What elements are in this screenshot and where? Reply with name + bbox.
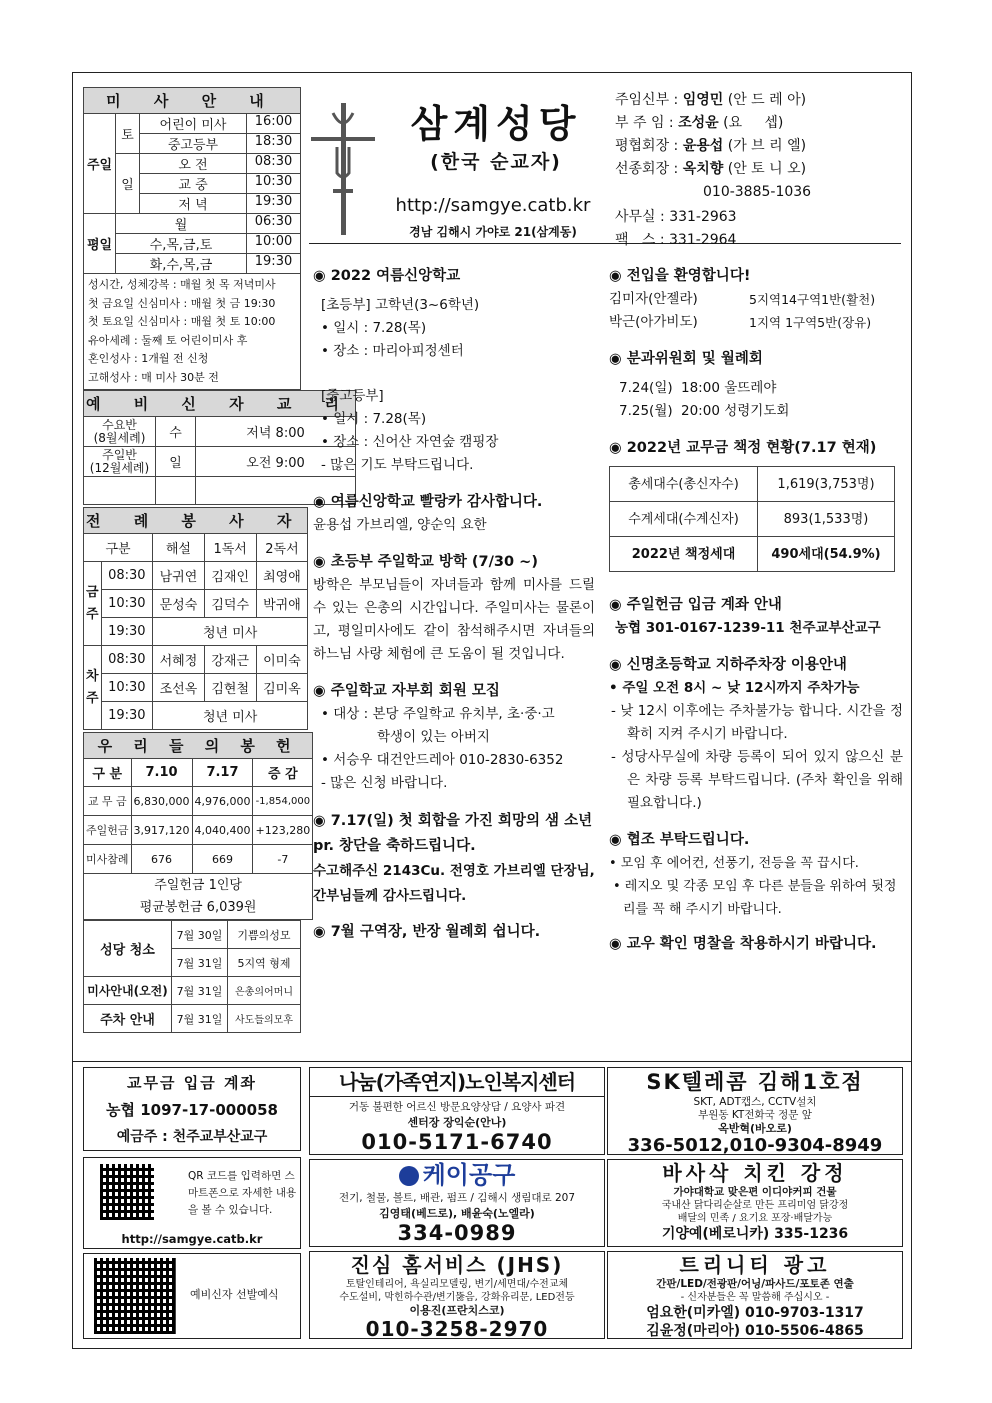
mass-time: 08:30: [246, 154, 300, 173]
mass-time: 19:30: [246, 254, 300, 273]
col-head: 증 감: [253, 759, 313, 787]
bullet-icon: ◉: [609, 657, 622, 673]
row-key: 미사참례: [84, 845, 132, 874]
next-week-label: 차주: [84, 646, 102, 730]
server-time: 08:30: [101, 646, 152, 674]
welcome-row: [609, 311, 903, 334]
tithe-key: 수계세대(수계신자): [610, 502, 758, 537]
vacation-body: 방학은 부모님들이 자녀들과 함께 미사를 드릴 수 있는 은총의 시간입니다. 주일미사는 물론이고, 평일미사에도 같이 참석해주시면 자녀들의 하느님 사랑 체험에 큰 도움이 될 것입니다.: [313, 577, 595, 662]
parking-note: - 낮 12시 이후에는 주차불가능 합니다. 시간을 정확히 지켜 주시기 바랍니다.: [611, 703, 903, 742]
section-title: [609, 829, 903, 852]
col-head: 7.10: [131, 759, 192, 787]
tithe-value: 1,619(3,753명): [758, 467, 895, 502]
middle-date: • 일시 : 7.28(목): [321, 411, 427, 427]
note: 유아세례 : 둘째 토 어린이미사 후: [88, 333, 248, 347]
member-zone: 5지역14구역1반(활천): [749, 292, 876, 307]
middle-heading: [중고등부]: [321, 388, 384, 404]
mass-name: 중고등부: [167, 138, 219, 153]
clean-label: 성당 청소: [84, 921, 172, 977]
qr-caption: 예비신자 선발예식: [190, 1288, 279, 1301]
footer-divider: [73, 1061, 911, 1062]
church-name: 삼계성당: [410, 102, 582, 146]
praesidium-title: 7.17(일) 첫 회합을 가진 희망의 샘 소년pr. 창단을 축하드립니다.: [313, 813, 593, 854]
badge-notice: 교우 확인 명찰을 착용하시기 바랍니다.: [626, 936, 877, 952]
server-name: 서혜정: [153, 646, 205, 674]
ad-kei: [309, 1159, 605, 1247]
note: 고해성사 : 매 미사 30분 전: [88, 370, 219, 384]
class-time: 오전 9:00: [196, 447, 356, 477]
bullet-icon: ◉: [313, 494, 326, 510]
section-title: [609, 594, 903, 617]
section-title: [609, 437, 903, 460]
staff-name: 임영민: [682, 92, 724, 108]
note: 첫 토요일 신심미사 : 매월 첫 토 10:00: [88, 315, 276, 328]
qr-url[interactable]: http://samgye.catb.kr: [121, 1232, 263, 1246]
mass-time: 19:30: [246, 194, 300, 213]
committee-date: 7.25(월): [619, 403, 673, 419]
ad-phone: 010-3258-2970: [365, 1317, 549, 1339]
col-head: 1독서: [204, 534, 256, 562]
mass-name: 오 전: [178, 158, 208, 173]
left-column: [83, 87, 354, 1033]
tithe-value: 893(1,533명): [758, 502, 895, 537]
elementary-place: • 장소 : 마리아피정센터: [321, 343, 464, 359]
fax-number: 팩 스 : 331-2964: [615, 232, 737, 248]
server-name: 김미옥: [256, 674, 308, 702]
ad-phone: 기양예(베로니카) 335-1236: [661, 1226, 849, 1242]
staff-name: 윤용섭: [682, 138, 724, 154]
server-name: 남귀연: [153, 562, 205, 590]
staff-baptism: (요 셉): [723, 115, 784, 131]
bulletin-page: [72, 72, 912, 1349]
committee-row: [609, 377, 903, 400]
news-column-1: [313, 265, 595, 944]
server-time: 10:30: [101, 590, 152, 618]
qr-instructions: QR 코드를 입력하면 스마트폰으로 자세한 내용을 볼 수 있습니다.: [188, 1170, 297, 1216]
server-time: 10:30: [101, 674, 152, 702]
note: 성시간, 성체강복 : 매월 첫 목 저녁미사: [88, 278, 276, 291]
section-title: [609, 933, 903, 956]
account-title: 주일헌금 입금 계좌 안내: [626, 597, 782, 613]
server-name: 강재근: [204, 646, 256, 674]
bullet-icon: ◉: [313, 554, 326, 570]
avg-value: 평균봉헌금 6,039원: [139, 899, 257, 915]
ad-phone: 김윤정(마리아) 010-5506-4865: [646, 1323, 864, 1339]
class-sub: (8월세례): [93, 430, 146, 445]
server-name: 박귀애: [256, 590, 308, 618]
bullet-icon: ◉: [609, 268, 622, 284]
servers-title: 전 례 봉 사 자: [84, 508, 308, 534]
note: 혼인성사 : 1개월 전 신청: [88, 352, 209, 365]
praesidium-body: 수고해주신 2143Cu. 전영호 가브리엘 단장님, 간부님들께 감사드립니다.: [313, 863, 595, 904]
elementary-heading: [초등부] 고학년(3~6학년): [321, 297, 480, 313]
tithe-key: 2022년 책정세대: [610, 537, 758, 572]
duty-table: [83, 920, 301, 1033]
cell: 4,976,000: [192, 787, 253, 816]
duty-date: 7월 30일: [172, 921, 228, 949]
fathers-contact: • 서승우 대건안드레아 010-2830-6352: [321, 752, 564, 768]
member-zone: 1지역 1구역5반(장유): [749, 315, 872, 330]
committee-row: [609, 400, 903, 423]
welcome-title: 전입을 환영합니다!: [626, 268, 751, 284]
server-name: 김재인: [204, 562, 256, 590]
tithe-value: 490세대(54.9%): [758, 537, 895, 572]
class-day: 일: [156, 447, 196, 477]
mass-name: 수,목,금,토: [149, 238, 213, 253]
mass-name: 월: [174, 218, 188, 233]
staff-role: 주임신부 :: [615, 92, 679, 108]
section-title: [313, 551, 595, 574]
ad-title: 진심 홈서비스 (JHS): [350, 1253, 564, 1277]
ad-title-text: 케이공구: [422, 1161, 516, 1189]
ad-person: 이용진(프란치스코): [409, 1304, 505, 1317]
ad-title: SK텔레콤 김해1호점: [646, 1070, 864, 1094]
sunday-label: 주일: [84, 114, 116, 214]
sat-label: 토: [116, 114, 140, 154]
server-time: 19:30: [101, 702, 152, 730]
class-day: 수: [156, 417, 196, 447]
committee-event: 20:00 성령기도회: [681, 403, 790, 419]
class-name: 주일반: [102, 447, 137, 462]
mass-time: 06:30: [246, 214, 300, 233]
ad-title: [310, 1160, 604, 1190]
col-head: 7.17: [192, 759, 253, 787]
vacation-title: 초등부 주일학교 방학 (7/30 ~): [330, 554, 538, 570]
ad-desc: 부원동 KT전화국 정문 앞: [698, 1109, 812, 1121]
prayer-request: - 많은 기도 부탁드립니다.: [321, 457, 474, 473]
server-name: 조선옥: [153, 674, 205, 702]
section-title: [313, 921, 595, 944]
server-time: 19:30: [101, 618, 152, 646]
ad-title: 트리니티 광고: [679, 1253, 831, 1277]
office-phone: 사무실 : 331-2963: [615, 209, 737, 225]
class-sub: (12월세례): [89, 460, 150, 475]
staff-baptism: (가 브 리 엘): [727, 138, 807, 154]
row-key: 주일헌금: [84, 816, 132, 845]
bullet-icon: ◉: [313, 924, 326, 940]
meeting-rest: 7월 구역장, 반장 월례회 쉽니다.: [330, 924, 541, 940]
col-head: 구분: [84, 534, 153, 562]
camp-title: 2022 여름신앙학교: [330, 268, 461, 284]
fathers-title: 주일학교 자부회 회원 모집: [330, 683, 500, 699]
duty-date: 7월 31일: [172, 1005, 228, 1033]
church-address: 경남 김해시 가야로 21(삼계동): [409, 225, 577, 239]
ad-skt: [607, 1067, 903, 1155]
staff-list: [615, 89, 905, 252]
member-name: 김미자(안젤라): [609, 291, 698, 307]
parking-note: - 성당사무실에 차량 등록이 되어 있지 않으신 분은 차량 등록 부탁드립니다. (주차 확인을 위해 필요합니다.): [611, 749, 903, 811]
mass-name: 화,수,목,금: [149, 258, 213, 273]
col-head: 해설: [153, 534, 205, 562]
catechumen-qr-box: [83, 1253, 301, 1339]
staff-row: [615, 158, 905, 181]
ad-jhs: [309, 1251, 605, 1339]
church-subtitle: (한국 순교자): [430, 151, 562, 173]
ad-title: 바사삭 치킨 강정: [662, 1161, 848, 1185]
bullet-icon: ◉: [609, 936, 622, 952]
section-title: [609, 265, 903, 288]
col-head: 2독서: [256, 534, 308, 562]
church-url[interactable]: http://samgye.catb.kr: [395, 195, 591, 216]
ad-desc: - 신자분들은 꼭 말씀해 주십시오 -: [680, 1292, 830, 1303]
ad-person: 김영태(베드로), 배윤숙(노엘라): [379, 1207, 535, 1220]
ad-trinity: [607, 1251, 903, 1339]
ad-desc: 간판/LED/전광판/어닝/파사드/포토존 연출: [656, 1278, 854, 1290]
mass-schedule-table: [83, 87, 301, 274]
mass-time: 10:30: [246, 174, 300, 193]
mass-name: 어린이 미사: [159, 118, 227, 133]
staff-row: [615, 135, 905, 158]
offering-title: 우 리 들 의 봉 헌: [84, 733, 313, 759]
ad-desc: 토탈인테리어, 욕실리모델링, 변기/세면대/수전교체: [345, 1279, 569, 1290]
welcome-row: [609, 288, 903, 311]
kei-logo-icon: [399, 1166, 419, 1186]
elementary-date: • 일시 : 7.28(목): [321, 320, 427, 336]
committee-date: 7.24(일): [619, 380, 673, 396]
bullet-icon: ◉: [609, 597, 622, 613]
staff-name: 옥치향: [682, 161, 724, 177]
parking-label: 주차 안내: [84, 1005, 172, 1033]
bullet-icon: ◉: [609, 351, 622, 367]
duty-who: 사도들의모후: [228, 1005, 301, 1033]
mass-name: 저 녁: [178, 198, 208, 213]
section-title: [313, 680, 595, 703]
tithe-table: [609, 466, 895, 572]
account-number: 농협 301-0167-1239-11 천주교부산교구: [615, 620, 881, 636]
duty-who: 은총의어머니: [228, 977, 301, 1005]
cell: 676: [131, 845, 192, 874]
avg-label: 주일헌금 1인당: [154, 877, 242, 893]
fathers-request: - 많은 신청 바랍니다.: [321, 775, 448, 791]
ad-person: 센터장 장익순(안나): [407, 1116, 507, 1129]
bullet-icon: ◉: [609, 832, 622, 848]
server-name: 문성숙: [153, 590, 205, 618]
youth-mass: 청년 미사: [153, 618, 308, 646]
bullet-icon: ◉: [313, 813, 326, 829]
server-name: 이미숙: [256, 646, 308, 674]
youth-mass: 청년 미사: [153, 702, 308, 730]
ad-chicken: [607, 1159, 903, 1247]
note: 첫 금요일 신심미사 : 매월 첫 금 19:30: [88, 296, 276, 310]
ad-title: 나눔(가족연지)노인복지센터: [310, 1068, 604, 1097]
fathers-target-2: 학생이 있는 아버지: [377, 729, 490, 745]
cell: 669: [192, 845, 253, 874]
cell: 4,040,400: [192, 816, 253, 845]
duty-date: 7월 31일: [172, 977, 228, 1005]
mass-time: 16:00: [246, 114, 300, 133]
news-column-2: [609, 265, 903, 956]
cell: +123,280: [253, 816, 313, 845]
ad-desc: 배달의 민족 / 요기요 포장·배달가능: [677, 1213, 833, 1224]
mass-notes: [83, 274, 301, 390]
fathers-target: • 대상 : 본당 주일학교 유치부, 초·중·고: [321, 706, 555, 722]
catechumen-title: 예 비 신 자 교 리: [84, 391, 356, 417]
mass-name: 교 중: [178, 178, 208, 193]
staff-phone: 010-3885-1036: [703, 184, 812, 200]
staff-baptism: (안 드 레 아): [727, 92, 807, 108]
server-name: 김덕수: [204, 590, 256, 618]
mass-title: 미 사 안 내: [84, 88, 301, 114]
cooperation-item: • 모임 후 에어컨, 선풍기, 전등을 꼭 끕시다.: [609, 856, 859, 871]
ad-person: 옥반혁(바오로): [718, 1122, 792, 1135]
middle-place: • 장소 : 신어산 자연숲 캠핑장: [321, 434, 499, 450]
class-name: 수요반: [102, 417, 137, 432]
staff-name: 조성윤: [678, 115, 719, 131]
ad-nanum: [309, 1067, 605, 1155]
this-week-label: 금주: [84, 562, 102, 646]
section-title: [313, 265, 595, 288]
committee-event: 18:00 울뜨레야: [681, 380, 777, 396]
row-key: 교 무 금: [84, 787, 132, 816]
section-title: [313, 491, 595, 514]
server-name: 김현철: [204, 674, 256, 702]
staff-role: 평협회장 :: [615, 138, 679, 154]
weekday-label: 평일: [84, 214, 116, 274]
van-body: 윤용섭 가브리엘, 양순익 요한: [313, 517, 487, 533]
tithe-account-title: 교무금 입금 계좌: [127, 1074, 257, 1092]
class-time: 저녁 8:00: [196, 417, 356, 447]
mass-time: 10:00: [246, 234, 300, 253]
duty-who: 5지역 형제: [228, 949, 301, 977]
bullet-icon: ◉: [313, 683, 326, 699]
cell: -7: [253, 845, 313, 874]
section-title: [609, 348, 903, 371]
section-title: [313, 809, 595, 859]
cooperation-item: • 레지오 및 각종 모임 후 다른 분들을 위하여 뒷정리를 꼭 해 주시기 바랍니다.: [613, 879, 897, 917]
parking-hours: • 주일 오전 8시 ~ 낮 12시까지 주차가능: [609, 680, 860, 696]
col-head: 구 분: [84, 759, 132, 787]
mass-time: 18:30: [246, 134, 300, 153]
tithe-title: 2022년 교무금 책정 현황(7.17 현재): [626, 440, 877, 456]
servers-table: [83, 507, 308, 730]
qr-code-icon[interactable]: [94, 1258, 176, 1334]
cell: 3,917,120: [131, 816, 192, 845]
bullet-icon: ◉: [313, 268, 326, 284]
ad-desc: 거동 불편한 어르신 방문요양상담 / 요양사 파견: [348, 1101, 566, 1113]
ad-desc: 국내산 닭다리순살로 만든 프리미엄 닭강정: [661, 1200, 849, 1211]
staff-row: [615, 112, 905, 135]
committee-title: 분과위원회 및 월례회: [626, 351, 763, 367]
staff-baptism: (안 토 니 오): [727, 161, 807, 177]
staff-row: [615, 89, 905, 112]
ad-desc: 수도설비, 막힌하수관/변기뚫음, 강화유리문, LED전등: [339, 1292, 575, 1303]
bullet-icon: ◉: [609, 440, 622, 456]
qr-code-icon[interactable]: [100, 1164, 154, 1220]
qr-box: [83, 1157, 301, 1249]
ad-desc: SKT, ADT캡스, CCTV설치: [693, 1096, 817, 1108]
tithe-key: 총세대수(총신자수): [610, 467, 758, 502]
cell: -1,854,000: [253, 787, 313, 816]
staff-role: 부 주 임 :: [615, 115, 674, 131]
cell: 6,830,000: [131, 787, 192, 816]
sun-label: 일: [116, 154, 140, 214]
ad-phone: 336-5012,010-9304-8949: [627, 1135, 883, 1155]
van-title: 여름신앙학교 빨랑카 감사합니다.: [330, 494, 543, 510]
ad-desc: 전기, 철물, 볼트, 배관, 펌프 / 김해시 생림대로 207: [338, 1192, 576, 1204]
ad-phone: 010-5171-6740: [361, 1130, 553, 1154]
cooperation-title: 협조 부탁드립니다.: [626, 832, 750, 848]
duty-who: 기쁨의성모: [228, 921, 301, 949]
staff-role: 선종회장 :: [615, 161, 679, 177]
ad-phone: 334-0989: [397, 1221, 517, 1245]
server-time: 08:30: [101, 562, 152, 590]
guide-label: 미사안내(오전): [84, 977, 172, 1005]
ad-desc: 가야대학교 맞은편 이디야커피 건물: [673, 1186, 837, 1198]
offering-table: [83, 732, 313, 920]
church-cross-logo: [311, 103, 375, 235]
tithe-account-box: [83, 1067, 301, 1151]
parking-title: 신명초등학교 지하주차장 이용안내: [626, 657, 847, 673]
duty-date: 7월 31일: [172, 949, 228, 977]
tithe-account-holder: 예금주 : 천주교부산교구: [116, 1129, 268, 1145]
server-name: 최영애: [256, 562, 308, 590]
member-name: 박근(아가비도): [609, 314, 698, 330]
tithe-account-number: 농협 1097-17-000058: [106, 1101, 278, 1119]
ad-phone: 엄요한(미카엘) 010-9703-1317: [646, 1305, 864, 1321]
section-title: [609, 654, 903, 677]
